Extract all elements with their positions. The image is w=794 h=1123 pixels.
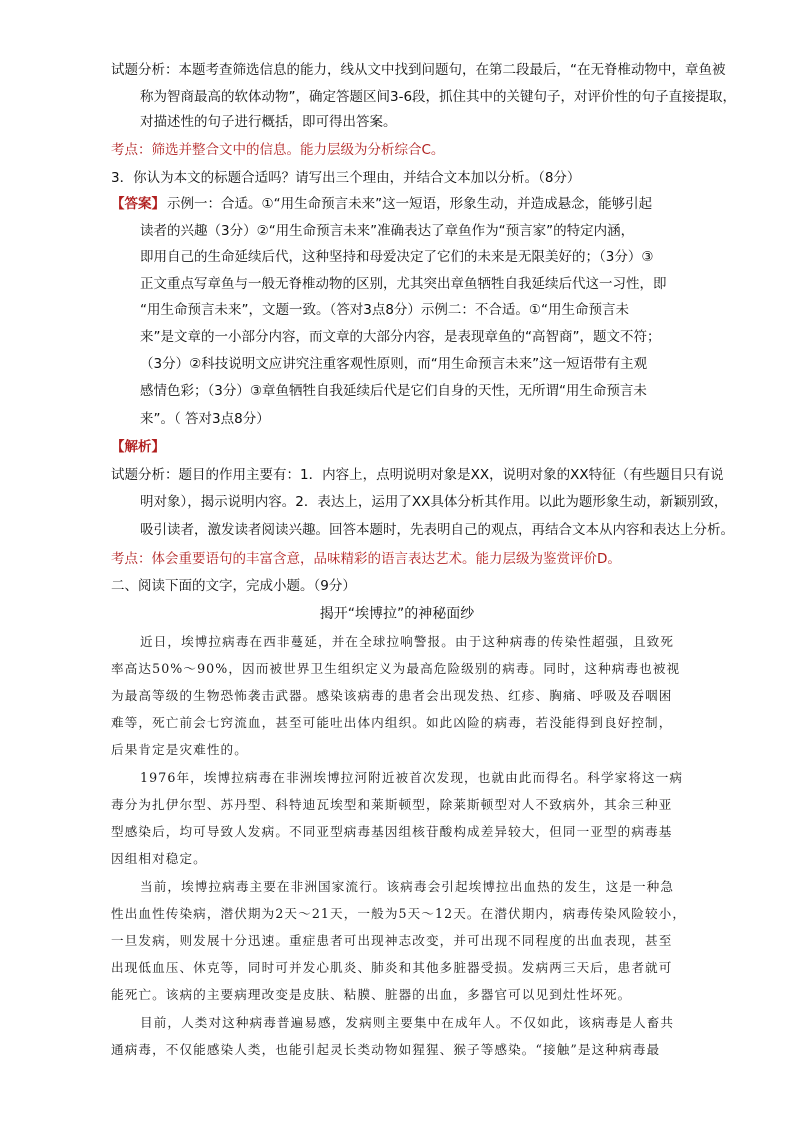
q2-exam-point: 考点：筛选并整合文中的信息。能力层级为分析综合C。 [111, 142, 445, 158]
analysis-line-3: 吸引读者，激发读者阅读兴趣。回答本题时，先表明自己的观点，再结合文本从内容和表达上分析。 [140, 522, 734, 538]
p2-line-1: 1976年，埃博拉病毒在非洲埃博拉河附近被首次发现，也就由此而得名。科学家将这一病 [140, 770, 684, 785]
p1-line-4: 难等，死亡前会七窍流血，甚至可能吐出体内组织。如此凶险的病毒，若没能得到良好控制， [111, 715, 673, 730]
p1-line-2: 率高达50%～90%，因而被世界卫生组织定义为最高危险级别的病毒。同时，这种病毒也被视 [111, 661, 681, 676]
answer-line-1: 示例一：合适。①“用生命预言未来”这一短语，形象生动，并造成悬念，能够引起 [167, 196, 653, 212]
p4-line-2: 通病毒，不仅能感染人类，也能引起灵长类动物如猩猩、猴子等感染。“接触”是这种病毒最 [111, 1042, 661, 1057]
p3-line-3: 一旦发病，则发展十分迅速。重症患者可出现神志改变，并可出现不同程度的出血表现，甚至 [111, 933, 673, 948]
article-title: 揭开“埃博拉”的神秘面纱 [319, 606, 475, 622]
answer-line-4: 正文重点写章鱼与一般无脊椎动物的区别，尤其突出章鱼牺牲自我延续后代这一习性，即 [140, 276, 667, 292]
analysis-tag: 【解析】 [111, 439, 165, 455]
answer-line-5: “用生命预言未来”，文题一致。（答对3点8分）示例二：不合适。①“用生命预言未 [140, 302, 630, 318]
q3-question: 3．你认为本文的标题合适吗？请写出三个理由，并结合文本加以分析。（8分） [111, 170, 581, 186]
p3-line-1: 当前，埃博拉病毒主要在非洲国家流行。该病毒会引起埃博拉出血热的发生，这是一种急 [140, 879, 675, 894]
p1-line-5: 后果肯定是灾难性的。 [111, 742, 248, 757]
p2-line-3: 型感染后，均可导致人发病。不同亚型病毒基因组核苷酸构成差异较大，但同一亚型的病毒基 [111, 824, 673, 839]
p2-line-2: 毒分为扎伊尔型、苏丹型、科特迪瓦埃型和莱斯顿型，除莱斯顿型对人不致病外，其余三种亚 [111, 797, 673, 812]
answer-tag: 【答案】 [111, 196, 165, 212]
p1-line-3: 为最高等级的生物恐怖袭击武器。感染该病毒的患者会出现发热、红疹、胸痛、呼吸及吞咽困 [111, 688, 673, 703]
answer-line-9: 来”。（ 答对3点8分） [140, 411, 270, 427]
analysis-line-2: 明对象），揭示说明内容。2．表达上，运用了XX具体分析其作用。以此为题形象生动，新颖别致， [140, 494, 728, 510]
p1-line-1: 近日，埃博拉病毒在西非蔓延，并在全球拉响警报。由于这种病毒的传染性超强，且致死 [140, 634, 675, 649]
answer-line-6: 来”是文章的一小部分内容，而文章的大部分内容，是表现章鱼的“高智商”，题文不符； [140, 329, 661, 345]
p3-line-2: 性出血性传染病，潜伏期为2天～21天，一般为5天～12天。在潜伏期内，病毒传染风险较小， [111, 906, 687, 921]
p3-line-5: 能死亡。该病的主要病理改变是皮肤、粘膜、脏器的出血，多器官可以见到灶性坏死。 [111, 987, 632, 1002]
answer-line-2: 读者的兴趣（3分）②“用生命预言未来”准确表达了章鱼作为“预言家”的特定内涵， [140, 223, 635, 239]
p4-line-1: 目前，人类对这种病毒普遍易感，发病则主要集中在成年人。不仅如此，该病毒是人畜共 [140, 1015, 675, 1030]
answer-line-7: （3分）②科技说明文应讲究注重客观性原则，而“用生命预言未来”这一短语带有主观 [140, 356, 648, 372]
section-heading: 二、阅读下面的文字，完成小题。（9分） [111, 578, 356, 594]
q2-analysis-line-2: 称为智商最高的软体动物”，确定答题区间3-6段，抓住其中的关键句子，对评价性的句子直接提取， [140, 89, 737, 105]
q2-analysis-line-3: 对描述性的句子进行概括，即可得出答案。 [140, 114, 397, 130]
analysis-line-1: 试题分析：题目的作用主要有：1．内容上，点明说明对象是XX，说明对象的XX特征（有些题目只有说 [111, 467, 724, 483]
q2-analysis-line-1: 试题分析：本题考查筛选信息的能力，线从文中找到问题句，在第二段最后，“在无脊椎动物中，章鱼被 [111, 62, 726, 78]
p3-line-4: 出现低血压、休克等，同时可并发心肌炎、肺炎和其他多脏器受损。发病两三天后，患者就可 [111, 960, 673, 975]
p2-line-4: 因组相对稳定。 [111, 851, 207, 866]
answer-line-3: 即用自己的生命延续后代，这种坚持和母爱决定了它们的未来是无限美好的；（3分）③ [140, 249, 654, 265]
answer-line-8: 感情色彩；（3分）③章鱼牺牲自我延续后代是它们自身的天性，无所谓“用生命预言未 [140, 383, 647, 399]
q3-exam-point: 考点：体会重要语句的丰富含意，品味精彩的语言表达艺术。能力层级为鉴赏评价D。 [111, 551, 621, 567]
